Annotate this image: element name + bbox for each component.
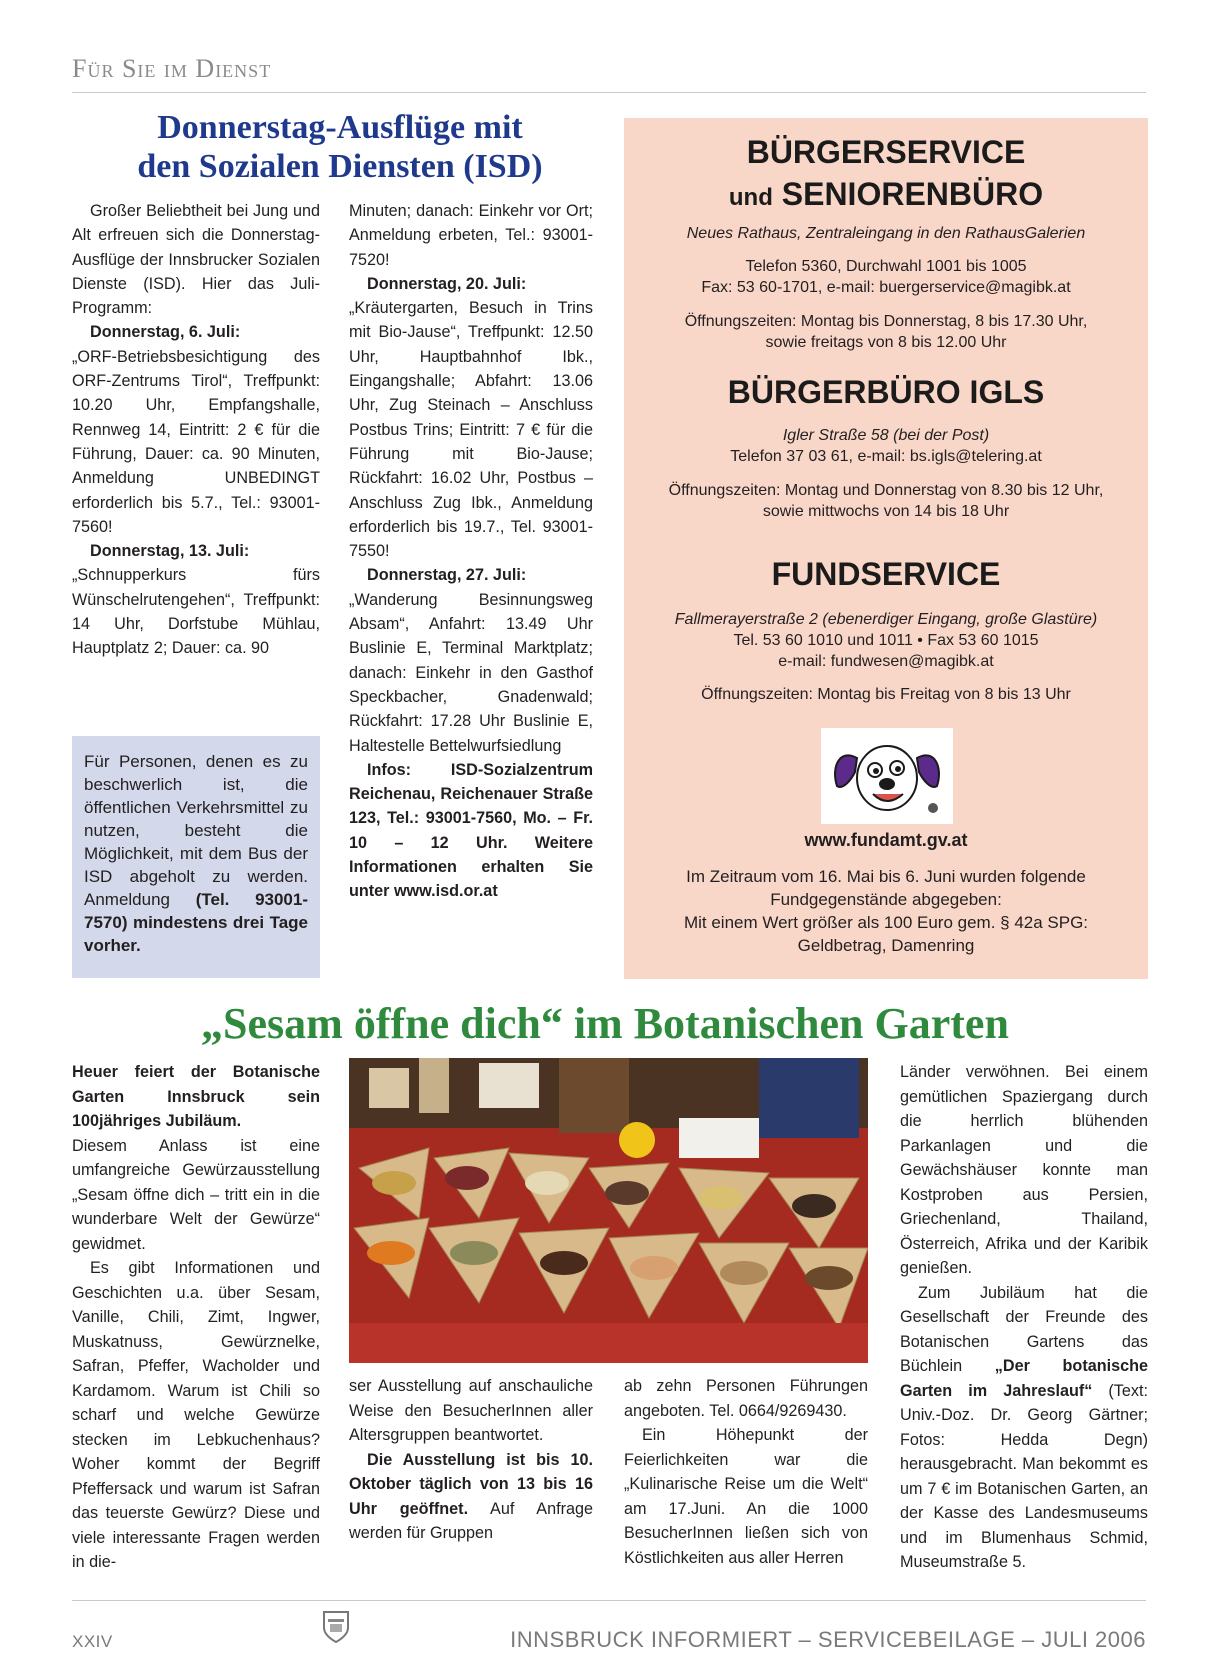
garden-column-1 [72, 1060, 320, 1575]
page-number: XXIV [72, 1632, 113, 1651]
isd-date-27-july: Donnerstag, 27. Juli: [367, 566, 527, 585]
garden-c3-p1: ab zehn Personen Führungen angeboten. Tel. 0664/9269430. [624, 1377, 868, 1420]
isd-text-27-july: „Wanderung Besinnungsweg Absam“, Anfahrt: 13.49 Uhr Buslinie E, Terminal Marktplatz; danach: Einkehr in den Gasthof Speckbacher, Gnadenwald; Rückfahrt: 17.28 Uhr Buslinie E, Haltestelle Bettelwurfsiedlung [349, 590, 593, 755]
infobox-bold: (Tel. 93001-7570) mindestens drei Tage vorher. [84, 890, 308, 955]
isd-text-13-july: „Schnupperkurs fürs Wünschelrutengehen“, Treffpunkt: 14 Uhr, Dorfstube Mühlau, Hauptplatz 2; Dauer: ca. 90 [72, 566, 320, 658]
igls-hours-1: Öffnungszeiten: Montag und Donnerstag von 8.30 bis 12 Uhr, [668, 482, 1104, 499]
isd-bus-infobox [72, 736, 320, 978]
fund-period-2: Fundgegenstände abgegeben: [770, 890, 1002, 909]
fundservice-title: FUNDSERVICE [771, 556, 1001, 592]
isd-infos: Infos: ISD-Sozialzentrum Reichenau, Reichenauer Straße 123, Tel.: 93001-7560, Mo. – Fr. 10 – 12 Uhr. Weitere Informationen erhalten Sie unter www.isd.or.at [349, 760, 593, 901]
garden-book-title: „Der botanische Garten im Jahreslauf“ [900, 1357, 1148, 1400]
garden-opening-hours: Die Ausstellung ist bis 10. Oktober täglich von 13 bis 16 Uhr geöffnet. [349, 1450, 593, 1518]
isd-date-6-july: Donnerstag, 6. Juli: [90, 323, 241, 342]
fundservice-email: e-mail: fundwesen@magibk.at [778, 653, 994, 670]
fund-period-1: Im Zeitraum vom 16. Mai bis 6. Juni wurden folgende [686, 867, 1086, 886]
isd-intro: Großer Beliebtheit bei Jung und Alt erfreuen sich die Donnerstag-Ausflüge der Innsbrucker Sozialen Dienste (ISD). Hier das Juli-Programm: [72, 202, 320, 318]
isd-date-20-july: Donnerstag, 20. Juli: [367, 274, 527, 293]
isd-text-20-july: „Kräutergarten, Besuch in Trins mit Bio-Jause“, Treffpunkt: 12.50 Uhr, Hauptbahnhof Ibk., Eingangshalle; Abfahrt: 13.06 Uhr, Zug Steinach – Anschluss Postbus Trins; Eintritt: 7 € für die Führung mit Bio-Jause; Rückfahrt: 16.02 Uhr, Postbus – Anschluss Zug Ibk., Anmeldung erforderlich bis 19.7., Tel. 93001-7550! [349, 299, 593, 561]
fundamt-url: www.fundamt.gv.at [804, 830, 968, 850]
garden-column-2 [349, 1374, 593, 1546]
garden-c4-p2c: (Text: Univ.-Doz. Dr. Georg Gärtner; Fotos: Hedda Degn) herausgebracht. Man bekommt es um 7 € im Botanischen Garten, an der Kasse des Landesmuseums und im Blumenhaus Schmid, Museumstraße 5. [900, 1381, 1148, 1571]
isd-title-line2: den Sozialen Diensten (ISD) [137, 148, 543, 185]
isd-title [70, 108, 610, 186]
buergerservice-hours-1: Öffnungszeiten: Montag bis Donnerstag, 8 bis 17.30 Uhr, [684, 313, 1088, 330]
fundservice-location: Fallmerayerstraße 2 (ebenerdiger Eingang, große Glastüre) [674, 611, 1098, 628]
garden-c1-p1: Diesem Anlass ist eine umfangreiche Gewürzausstellung „Sesam öffne dich – tritt ein in die wunderbare Welt der Gewürze“ gewidmet. [72, 1136, 320, 1253]
fundservice-phone: Tel. 53 60 1010 und 1011 • Fax 53 60 1015 [733, 632, 1039, 649]
igls-hours-2: sowie mittwochs von 14 bis 18 Uhr [762, 503, 1010, 520]
buergerservice-phone: Telefon 5360, Durchwahl 1001 bis 1005 [745, 258, 1027, 275]
fundservice-hours: Öffnungszeiten: Montag bis Freitag von 8 bis 13 Uhr [701, 686, 1071, 703]
buergerservice-hours-2: sowie freitags von 8 bis 12.00 Uhr [765, 334, 1007, 351]
und-word: und [728, 184, 773, 211]
spice-exhibition-photo [349, 1058, 868, 1363]
garden-c3-p2: Ein Höhepunkt der Feierlichkeiten war die „Kulinarische Reise um die Welt“ am 17.Juni. An die 1000 BesucherInnen ließen sich von Köstlichkeiten aus aller Herren [624, 1426, 868, 1567]
igls-phone: Telefon 37 03 61, e-mail: bs.igls@telering.at [730, 448, 1042, 465]
garden-title: „Sesam öffne dich“ im Botanischen Garten [201, 999, 1009, 1048]
header-rule [72, 92, 1146, 93]
section-kicker: Für Sie im Dienst [72, 54, 272, 83]
seniorenbuero-title [624, 174, 1148, 218]
garden-c1-p2: Es gibt Informationen und Geschichten u.a. über Sesam, Vanille, Chili, Zimt, Ingwer, Muskatnuss, Gewürznelke, Safran, Pfeffer, Wacholder und Kardamom. Warum ist Chili so scharf und welche Gewürze stecken im Lebkuchenhaus? Woher kommt der Begriff Pfeffersack und warum ist Safran das teuerste Gewürz? Diese und viele interessante Fragen werden in die- [72, 1259, 320, 1571]
publication-footer: INNSBRUCK INFORMIERT – SERVICEBEILAGE – JULI 2006 [510, 1627, 1146, 1652]
isd-title-line1: Donnerstag-Ausflüge mit [157, 109, 523, 146]
infobox-text: Für Personen, denen es zu beschwerlich ist, die öffentlichen Verkehrsmittel zu nutzen, besteht die Möglichkeit, mit dem Bus der ISD abgeholt zu werden. Anmeldung [84, 752, 308, 909]
buergerservice-title: BÜRGERSERVICE [746, 134, 1026, 170]
garden-lead: Heuer feiert der Botanische Garten Innsbruck sein 100jähriges Jubiläum. [72, 1063, 320, 1130]
garden-column-3 [624, 1374, 868, 1570]
service-box [624, 118, 1148, 979]
fund-period-4: Geldbetrag, Damenring [797, 936, 975, 955]
isd-date-13-july: Donnerstag, 13. Juli: [90, 542, 250, 561]
isd-column-1 [72, 199, 320, 661]
fundamt-dog-logo [821, 728, 953, 824]
footer-rule [72, 1600, 1146, 1601]
innsbruck-crest-icon [322, 1610, 350, 1644]
garden-column-4 [900, 1060, 1148, 1575]
isd-column-2 [349, 199, 593, 904]
seniorenbuero-word: SENIORENBÜRO [781, 176, 1044, 212]
buergerservice-location: Neues Rathaus, Zentraleingang in den RathausGalerien [686, 225, 1086, 242]
garden-c4-p2a: Zum Jubiläum hat die Gesellschaft der Freunde des Botanischen Gartens das Büchlein [900, 1283, 1148, 1375]
igls-location: Igler Straße 58 (bei der Post) [782, 427, 990, 444]
garden-c2-p1: ser Ausstellung auf anschauliche Weise den BesucherInnen aller Altersgruppen beantwortet. [349, 1377, 593, 1444]
igls-title: BÜRGERBÜRO IGLS [727, 374, 1045, 410]
garden-c4-p1: Länder verwöhnen. Bei einem gemütlichen Spaziergang durch die herrlich blühenden Parkanlagen und die Gewächshäuser konnte man Kostproben aus Persien, Griechenland, Thailand, Österreich, Afrika und der Karibik genießen. [900, 1063, 1148, 1277]
buergerservice-fax: Fax: 53 60-1701, e-mail: buergerservice@magibk.at [701, 279, 1071, 296]
garden-c2-p2: Auf Anfrage werden für Gruppen [349, 1499, 593, 1542]
isd-text-13-july-cont: Minuten; danach: Einkehr vor Ort; Anmeldung erbeten, Tel.: 93001-7520! [349, 202, 593, 269]
isd-text-6-july: „ORF-Betriebsbesichtigung des ORF-Zentrums Tirol“, Treffpunkt: 10.20 Uhr, Empfangshalle, Rennweg 14, Eintritt: 2 € für die Führung, Dauer: ca. 90 Minuten, Anmeldung UNBEDINGT erforderlich bis 5.7., Tel.: 93001-7560! [72, 347, 320, 536]
fund-period-3: Mit einem Wert größer als 100 Euro gem. § 42a SPG: [683, 913, 1089, 932]
